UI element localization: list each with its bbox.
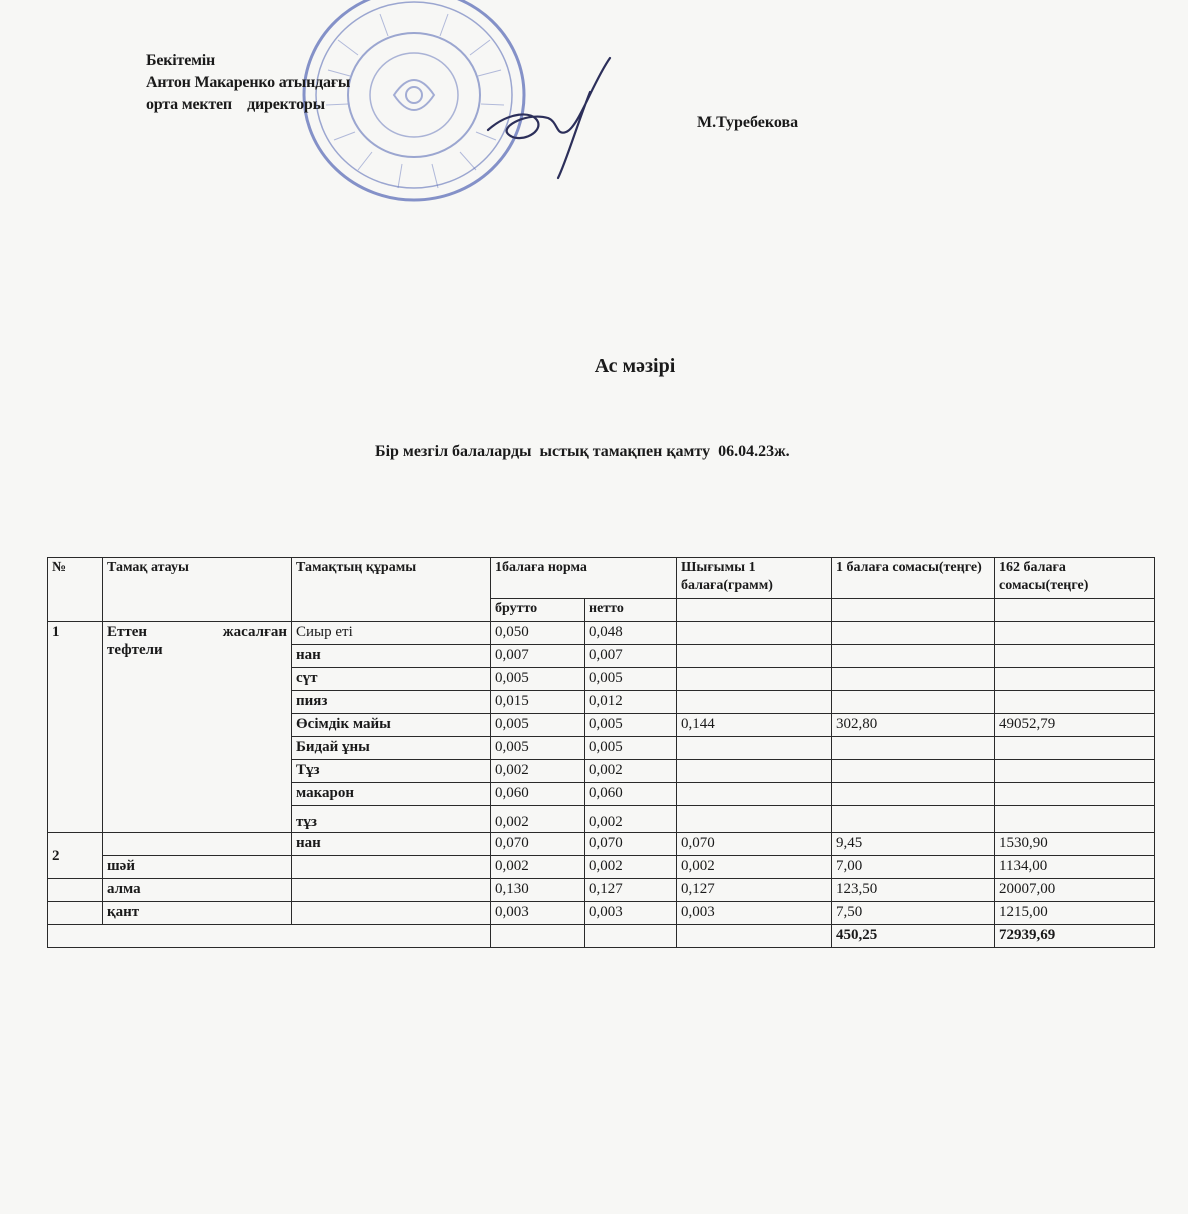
ingredient-brutto: 0,050 (491, 622, 585, 645)
empty-cell (832, 691, 995, 714)
sugar-cost-all: 1215,00 (995, 902, 1155, 925)
header-number: № (48, 558, 103, 622)
ingredient-netto: 0,005 (585, 714, 677, 737)
empty-cell (585, 925, 677, 948)
empty-cell (995, 599, 1155, 622)
ingredient-netto: 0,005 (585, 668, 677, 691)
ingredient-name: Өсімдік майы (292, 714, 491, 737)
ingredient-name: Тұз (292, 760, 491, 783)
table-row (48, 622, 1155, 645)
sugar-output: 0,003 (677, 902, 832, 925)
dish1-number: 1 (48, 622, 103, 833)
bread-cost-all: 1530,90 (995, 833, 1155, 856)
totals-row (48, 925, 1155, 948)
ingredient-name: Бидай ұны (292, 737, 491, 760)
header-norm: 1балаға норма (491, 558, 677, 599)
empty-cell (995, 737, 1155, 760)
ingredient-name: пияз (292, 691, 491, 714)
empty-cell (677, 668, 832, 691)
empty-cell (677, 806, 832, 833)
empty-cell (995, 760, 1155, 783)
approval-line-2: Антон Макаренко атындағы (146, 74, 351, 91)
table-row (48, 902, 1155, 925)
ingredient-name: Сиыр еті (292, 622, 491, 645)
bread-brutto: 0,070 (491, 833, 585, 856)
ingredient-netto: 0,060 (585, 783, 677, 806)
approval-line-3: орта мектеп директоры (146, 96, 325, 113)
ingredient-brutto: 0,060 (491, 783, 585, 806)
header-brutto: брутто (491, 599, 585, 622)
ingredient-brutto: 0,005 (491, 714, 585, 737)
header-netto: нетто (585, 599, 677, 622)
header-cost-all: 162 балаға сомасы(теңге) (995, 558, 1155, 599)
total-cost-all: 72939,69 (995, 925, 1155, 948)
empty-cell (292, 902, 491, 925)
sugar-cost-one: 7,50 (832, 902, 995, 925)
empty-cell (995, 783, 1155, 806)
apple-output: 0,127 (677, 879, 832, 902)
empty-cell (832, 737, 995, 760)
empty-cell (832, 760, 995, 783)
tea-netto: 0,002 (585, 856, 677, 879)
apple-name: алма (103, 879, 292, 902)
total-cost-one: 450,25 (832, 925, 995, 948)
apple-cost-all: 20007,00 (995, 879, 1155, 902)
empty-cell (292, 879, 491, 902)
bread-composition: нан (292, 833, 491, 856)
menu-table (47, 557, 1155, 948)
sugar-brutto: 0,003 (491, 902, 585, 925)
empty-cell (677, 599, 832, 622)
ingredient-name: нан (292, 645, 491, 668)
ingredient-brutto: 0,005 (491, 668, 585, 691)
apple-netto: 0,127 (585, 879, 677, 902)
empty-cell (832, 668, 995, 691)
ingredient-netto: 0,002 (585, 760, 677, 783)
header-dish-name: Тамақ атауы (103, 558, 292, 622)
subtitle-text: Бір мезгіл балаларды ыстық тамақпен қамту (375, 443, 719, 460)
sugar-name: қант (103, 902, 292, 925)
empty-cell (677, 925, 832, 948)
ingredient-netto: 0,007 (585, 645, 677, 668)
dish1-cost-all: 49052,79 (995, 714, 1155, 737)
dish1-name-part2: жасалған (222, 624, 287, 640)
empty-cell (48, 879, 103, 902)
approval-line-1: Бекітемін (146, 52, 216, 69)
apple-brutto: 0,130 (491, 879, 585, 902)
empty-cell (995, 691, 1155, 714)
empty-cell (995, 645, 1155, 668)
ingredient-netto: 0,048 (585, 622, 677, 645)
bread-netto: 0,070 (585, 833, 677, 856)
dish1-output: 0,144 (677, 714, 832, 737)
bread-cost-one: 9,45 (832, 833, 995, 856)
ingredient-name: тұз (292, 806, 491, 833)
empty-cell (677, 760, 832, 783)
empty-cell (48, 925, 491, 948)
ingredient-name: сүт (292, 668, 491, 691)
table-row (48, 856, 1155, 879)
header-cost-one: 1 балаға сомасы(теңге) (832, 558, 995, 599)
empty-cell (491, 925, 585, 948)
ingredient-brutto: 0,002 (491, 806, 585, 833)
document-title: Ас мәзірі (594, 355, 676, 377)
document-subtitle (375, 443, 790, 461)
tea-name: шәй (103, 856, 292, 879)
empty-cell (832, 645, 995, 668)
ingredient-name: макарон (292, 783, 491, 806)
tea-cost-all: 1134,00 (995, 856, 1155, 879)
table-row (48, 833, 1155, 856)
dish1-name (103, 622, 292, 833)
empty-cell (103, 833, 292, 856)
sugar-netto: 0,003 (585, 902, 677, 925)
dish1-name-part3: тефтели (107, 642, 163, 658)
empty-cell (677, 737, 832, 760)
empty-cell (677, 783, 832, 806)
empty-cell (292, 856, 491, 879)
bread-output: 0,070 (677, 833, 832, 856)
empty-cell (48, 902, 103, 925)
empty-cell (995, 622, 1155, 645)
empty-cell (832, 806, 995, 833)
dish2-number: 2 (48, 833, 103, 879)
director-name: М.Туребекова (697, 114, 799, 131)
empty-cell (677, 645, 832, 668)
ingredient-netto: 0,012 (585, 691, 677, 714)
approval-block (146, 50, 350, 116)
apple-cost-one: 123,50 (832, 879, 995, 902)
empty-cell (677, 622, 832, 645)
subtitle-date: 06.04.23ж. (718, 443, 790, 460)
ingredient-netto: 0,005 (585, 737, 677, 760)
ingredient-brutto: 0,005 (491, 737, 585, 760)
ingredient-brutto: 0,015 (491, 691, 585, 714)
empty-cell (677, 691, 832, 714)
empty-cell (832, 622, 995, 645)
header-composition: Тамақтың құрамы (292, 558, 491, 622)
empty-cell (995, 668, 1155, 691)
empty-cell (995, 806, 1155, 833)
header-output: Шығымы 1 балаға(грамм) (677, 558, 832, 599)
table-row (48, 879, 1155, 902)
director-signature (478, 52, 618, 184)
tea-cost-one: 7,00 (832, 856, 995, 879)
empty-cell (832, 599, 995, 622)
empty-cell (832, 783, 995, 806)
ingredient-netto: 0,002 (585, 806, 677, 833)
tea-brutto: 0,002 (491, 856, 585, 879)
dish1-cost-one: 302,80 (832, 714, 995, 737)
ingredient-brutto: 0,002 (491, 760, 585, 783)
ingredient-brutto: 0,007 (491, 645, 585, 668)
tea-output: 0,002 (677, 856, 832, 879)
dish1-name-part1: Еттен (107, 624, 148, 640)
